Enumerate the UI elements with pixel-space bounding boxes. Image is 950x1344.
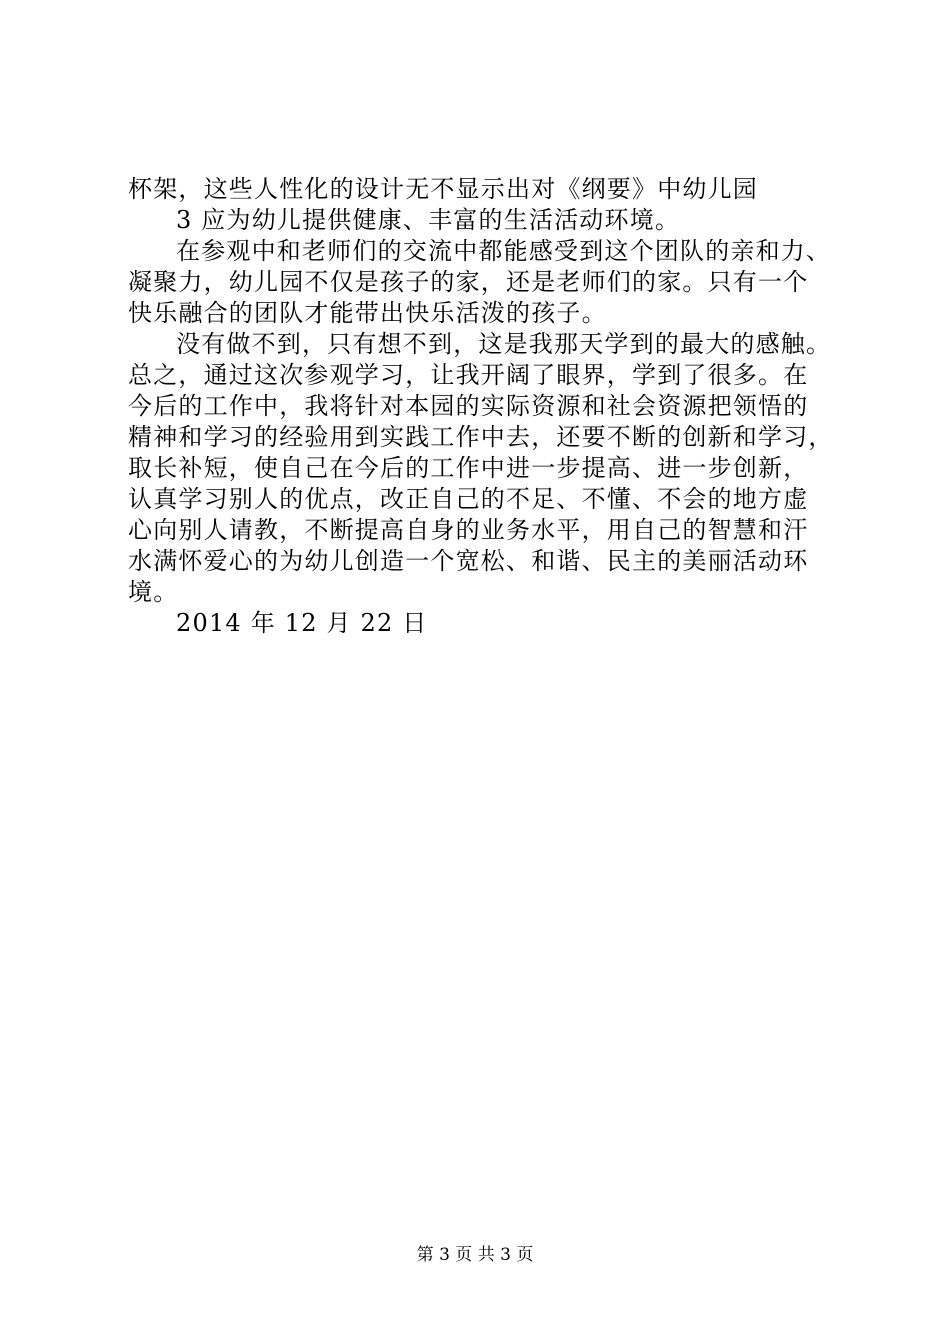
text-line-10: 取长补短，使自己在今后的工作中进一步提高、进一步创新， [128,454,809,482]
text-line-13: 水满怀爱心的为幼儿创造一个宽松、和谐、民主的美丽活动环 [128,547,809,575]
text-line-6: 没有做不到，只有想不到，这是我那天学到的最大的感触。 [176,330,832,358]
date-line: 2014 年 12 月 22 日 [176,609,428,637]
text-line-4: 凝聚力，幼儿园不仅是孩子的家，还是老师们的家。只有一个 [128,268,809,296]
document-body [128,174,848,639]
text-line-3: 在参观中和老师们的交流中都能感受到这个团队的亲和力、 [176,237,832,265]
text-line-1: 杯架，这些人性化的设计无不显示出对《纲要》中幼儿园 [128,175,758,203]
text-line-12: 心向别人请教，不断提高自身的业务水平，用自己的智慧和汗 [128,516,809,544]
text-line-2: 3 应为幼儿提供健康、丰富的生活活动环境。 [176,206,681,234]
text-line-8: 今后的工作中，我将针对本园的实际资源和社会资源把领悟的 [128,392,809,420]
text-line-11: 认真学习别人的优点，改正自己的不足、不懂、不会的地方虚 [128,485,809,513]
text-line-9: 精神和学习的经验用到实践工作中去，还要不断的创新和学习， [128,423,834,451]
page-footer: 第 3 页 共 3 页 [416,1245,534,1265]
text-line-14: 境。 [128,578,179,606]
text-line-5: 快乐融合的团队才能带出快乐活泼的孩子。 [128,299,607,327]
text-line-7: 总之，通过这次参观学习，让我开阔了眼界，学到了很多。在 [128,361,809,389]
